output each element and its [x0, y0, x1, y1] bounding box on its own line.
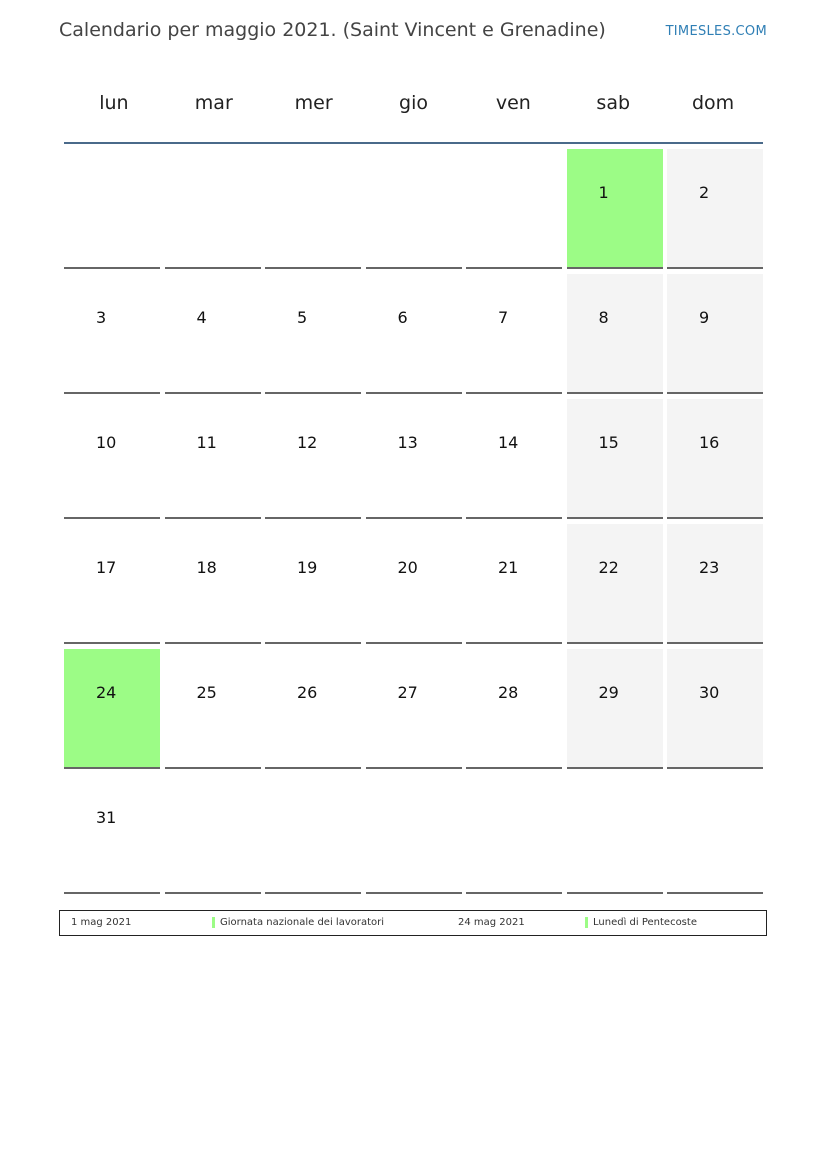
day-number: 28	[498, 683, 519, 702]
day-number: 30	[699, 683, 720, 702]
day-cell-28	[466, 649, 562, 769]
day-number: 14	[498, 433, 519, 452]
day-cell-27	[366, 649, 462, 769]
empty-day-cell	[165, 149, 261, 269]
day-number: 21	[498, 558, 519, 577]
day-cell-5	[265, 274, 361, 394]
empty-day-cell	[567, 774, 663, 894]
day-cell-15	[567, 399, 663, 519]
day-number: 6	[397, 308, 408, 327]
day-number: 1	[598, 183, 609, 202]
day-cell-20	[366, 524, 462, 644]
day-number: 7	[498, 308, 509, 327]
day-cell-19	[265, 524, 361, 644]
holiday-legend	[59, 910, 767, 936]
day-cell-29	[567, 649, 663, 769]
weekday-header	[64, 70, 763, 142]
day-number: 19	[297, 558, 318, 577]
header-divider	[64, 142, 763, 144]
weekday-sun: dom	[691, 92, 735, 114]
day-cell-11	[165, 399, 261, 519]
day-cell-10	[64, 399, 160, 519]
legend-date: 24 mag 2021	[458, 917, 525, 928]
day-cell-7	[466, 274, 562, 394]
day-number: 15	[598, 433, 619, 452]
weekday-mon: lun	[99, 92, 129, 114]
weekday-fri: ven	[495, 92, 531, 114]
day-cell-22	[567, 524, 663, 644]
day-number: 13	[397, 433, 418, 452]
empty-day-cell	[667, 774, 763, 894]
day-number: 4	[196, 308, 207, 327]
day-number: 12	[297, 433, 318, 452]
day-cell-31	[64, 774, 160, 894]
legend-date: 1 mag 2021	[71, 917, 132, 928]
calendar-grid	[64, 149, 763, 894]
day-number: 23	[699, 558, 720, 577]
day-cell-17	[64, 524, 160, 644]
day-cell-30	[667, 649, 763, 769]
weekday-wed: mer	[294, 92, 333, 114]
day-cell-18	[165, 524, 261, 644]
day-number: 25	[196, 683, 217, 702]
day-number: 2	[699, 183, 710, 202]
empty-day-cell	[165, 774, 261, 894]
day-cell-4	[165, 274, 261, 394]
day-cell-13	[366, 399, 462, 519]
empty-day-cell	[366, 774, 462, 894]
day-number: 31	[96, 808, 117, 827]
day-cell-1	[567, 149, 663, 269]
day-number: 9	[699, 308, 710, 327]
day-number: 22	[598, 558, 619, 577]
empty-day-cell	[466, 774, 562, 894]
weekday-tue: mar	[194, 92, 233, 114]
day-number: 10	[96, 433, 117, 452]
day-number: 27	[397, 683, 418, 702]
empty-day-cell	[265, 774, 361, 894]
day-cell-8	[567, 274, 663, 394]
day-number: 11	[196, 433, 217, 452]
day-cell-9	[667, 274, 763, 394]
day-number: 17	[96, 558, 117, 577]
legend-holiday-name: Giornata nazionale dei lavoratori	[220, 917, 385, 928]
empty-day-cell	[466, 149, 562, 269]
day-number: 16	[699, 433, 720, 452]
empty-day-cell	[366, 149, 462, 269]
day-number: 24	[96, 683, 117, 702]
empty-day-cell	[64, 149, 160, 269]
day-number: 26	[297, 683, 318, 702]
day-cell-6	[366, 274, 462, 394]
brand-link[interactable]: TIMESLES.COM	[665, 24, 767, 39]
day-cell-14	[466, 399, 562, 519]
weekday-thu: gio	[399, 92, 428, 114]
day-number: 8	[598, 308, 609, 327]
legend-color-swatch	[585, 917, 588, 928]
legend-color-swatch	[212, 917, 215, 928]
day-number: 18	[196, 558, 217, 577]
day-cell-21	[466, 524, 562, 644]
day-number: 29	[598, 683, 619, 702]
day-number: 20	[397, 558, 418, 577]
day-cell-23	[667, 524, 763, 644]
empty-day-cell	[265, 149, 361, 269]
day-cell-2	[667, 149, 763, 269]
day-number: 5	[297, 308, 308, 327]
weekday-sat: sab	[596, 92, 631, 114]
day-cell-26	[265, 649, 361, 769]
day-cell-16	[667, 399, 763, 519]
legend-holiday-name: Lunedì di Pentecoste	[593, 917, 697, 928]
day-cell-25	[165, 649, 261, 769]
day-number: 3	[96, 308, 107, 327]
day-cell-12	[265, 399, 361, 519]
day-cell-24	[64, 649, 160, 769]
day-cell-3	[64, 274, 160, 394]
page-title: Calendario per maggio 2021. (Saint Vincent e Grenadine)	[59, 19, 606, 41]
